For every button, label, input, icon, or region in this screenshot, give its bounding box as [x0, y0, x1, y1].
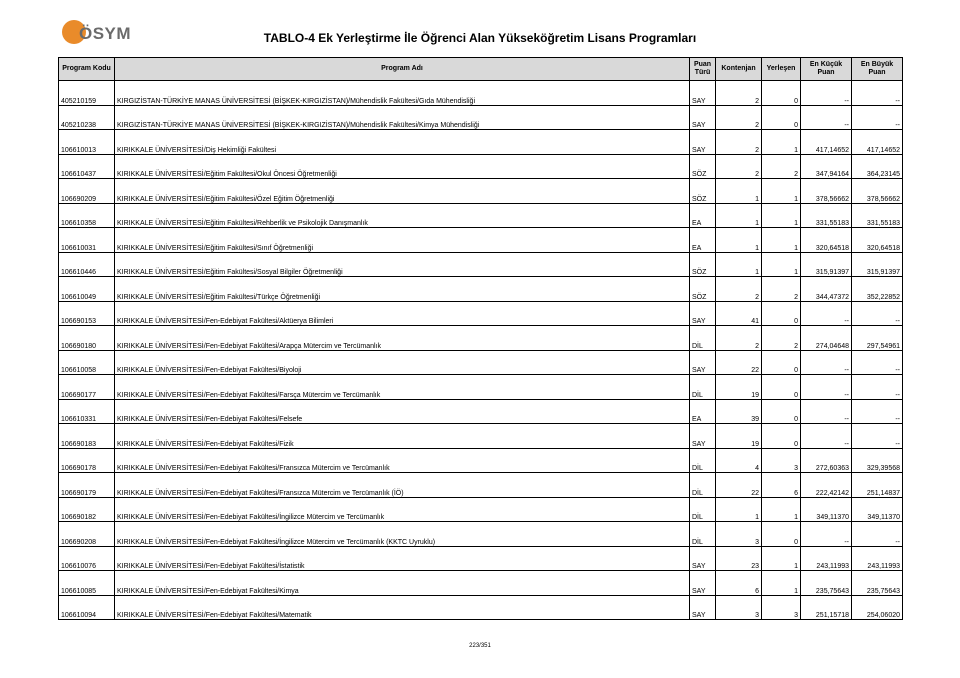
cell-placed: 1	[762, 571, 801, 596]
table-row	[59, 571, 903, 596]
table-row	[59, 105, 903, 130]
cell-placed: 0	[762, 399, 801, 424]
cell-type: SAY	[690, 301, 716, 326]
cell-quota: 22	[716, 473, 762, 498]
cell-placed: 1	[762, 179, 801, 204]
table-row	[59, 595, 903, 620]
cell-type: EA	[690, 228, 716, 253]
cell-code: 106610013	[59, 130, 115, 155]
page-title: TABLO-4 Ek Yerleştirme İle Öğrenci Alan Yükseköğretim Lisans Programları	[263, 31, 697, 45]
cell-quota: 22	[716, 350, 762, 375]
cell-type: SAY	[690, 424, 716, 449]
cell-placed: 1	[762, 228, 801, 253]
cell-quota: 19	[716, 375, 762, 400]
cell-max: --	[852, 301, 903, 326]
cell-min: 243,11993	[801, 546, 852, 571]
table-row	[59, 546, 903, 571]
cell-type: DİL	[690, 497, 716, 522]
cell-type: SAY	[690, 130, 716, 155]
cell-code: 405210159	[59, 81, 115, 106]
col-header-min: En Küçük Puan	[801, 58, 852, 81]
cell-code: 405210238	[59, 105, 115, 130]
cell-code: 106610085	[59, 571, 115, 596]
cell-max: 243,11993	[852, 546, 903, 571]
cell-quota: 2	[716, 277, 762, 302]
cell-name: KIRIKKALE ÜNİVERSİTESİ/Fen-Edebiyat Fakültesi/Arapça Mütercim ve Tercümanlık	[115, 326, 690, 351]
cell-max: 352,22852	[852, 277, 903, 302]
cell-quota: 3	[716, 595, 762, 620]
cell-quota: 6	[716, 571, 762, 596]
cell-code: 106610446	[59, 252, 115, 277]
cell-max: 315,91397	[852, 252, 903, 277]
cell-min: 274,04648	[801, 326, 852, 351]
table-row	[59, 473, 903, 498]
col-header-name: Program Adı	[115, 58, 690, 81]
cell-type: SÖZ	[690, 252, 716, 277]
col-header-max: En Büyük Puan	[852, 58, 903, 81]
table-row	[59, 277, 903, 302]
cell-name: KIRIKKALE ÜNİVERSİTESİ/Fen-Edebiyat Fakültesi/Felsefe	[115, 399, 690, 424]
cell-min: 349,11370	[801, 497, 852, 522]
table-row	[59, 301, 903, 326]
logo-text: ÖSYM	[79, 24, 132, 43]
cell-placed: 2	[762, 277, 801, 302]
table-row	[59, 252, 903, 277]
table-row	[59, 326, 903, 351]
cell-code: 106610331	[59, 399, 115, 424]
cell-min: 344,47372	[801, 277, 852, 302]
cell-placed: 3	[762, 448, 801, 473]
cell-type: DİL	[690, 448, 716, 473]
cell-name: KIRIKKALE ÜNİVERSİTESİ/Fen-Edebiyat Fakültesi/Fransızca Mütercim ve Tercümanlık	[115, 448, 690, 473]
cell-min: 235,75643	[801, 571, 852, 596]
cell-code: 106690180	[59, 326, 115, 351]
cell-name: KIRIKKALE ÜNİVERSİTESİ/Fen-Edebiyat Fakültesi/Fransızca Mütercim ve Tercümanlık (İÖ)	[115, 473, 690, 498]
cell-code: 106690208	[59, 522, 115, 547]
table-row	[59, 522, 903, 547]
cell-min: 331,55183	[801, 203, 852, 228]
cell-max: --	[852, 424, 903, 449]
cell-name: KIRIKKALE ÜNİVERSİTESİ/Fen-Edebiyat Fakültesi/Fizik	[115, 424, 690, 449]
cell-quota: 1	[716, 252, 762, 277]
table-row	[59, 350, 903, 375]
table-row	[59, 424, 903, 449]
cell-name: KIRIKKALE ÜNİVERSİTESİ/Eğitim Fakültesi/Özel Eğitim Öğretmenliği	[115, 179, 690, 204]
cell-max: 235,75643	[852, 571, 903, 596]
cell-name: KIRIKKALE ÜNİVERSİTESİ/Eğitim Fakültesi/Rehberlik ve Psikolojik Danışmanlık	[115, 203, 690, 228]
cell-min: --	[801, 301, 852, 326]
cell-quota: 2	[716, 154, 762, 179]
col-header-type: Puan Türü	[690, 58, 716, 81]
cell-type: SAY	[690, 105, 716, 130]
cell-placed: 2	[762, 326, 801, 351]
table-row	[59, 375, 903, 400]
cell-placed: 0	[762, 301, 801, 326]
cell-name: KIRIKKALE ÜNİVERSİTESİ/Eğitim Fakültesi/Sosyal Bilgiler Öğretmenliği	[115, 252, 690, 277]
col-header-placed: Yerleşen	[762, 58, 801, 81]
cell-quota: 1	[716, 497, 762, 522]
cell-placed: 3	[762, 595, 801, 620]
cell-name: KIRIKKALE ÜNİVERSİTESİ/Diş Hekimliği Fakültesi	[115, 130, 690, 155]
cell-name: KIRIKKALE ÜNİVERSİTESİ/Eğitim Fakültesi/Okul Öncesi Öğretmenliği	[115, 154, 690, 179]
cell-min: 272,60363	[801, 448, 852, 473]
table-row	[59, 203, 903, 228]
cell-placed: 1	[762, 203, 801, 228]
cell-max: 378,56662	[852, 179, 903, 204]
program-table	[58, 57, 903, 620]
cell-min: 251,15718	[801, 595, 852, 620]
cell-placed: 2	[762, 154, 801, 179]
cell-min: 315,91397	[801, 252, 852, 277]
cell-code: 106690153	[59, 301, 115, 326]
cell-max: --	[852, 522, 903, 547]
cell-code: 106690183	[59, 424, 115, 449]
cell-placed: 0	[762, 81, 801, 106]
cell-type: DİL	[690, 375, 716, 400]
cell-max: --	[852, 350, 903, 375]
cell-type: SÖZ	[690, 179, 716, 204]
cell-max: --	[852, 375, 903, 400]
cell-quota: 2	[716, 130, 762, 155]
page-number: 223/351	[469, 643, 491, 649]
cell-type: SÖZ	[690, 277, 716, 302]
cell-placed: 0	[762, 105, 801, 130]
table-row	[59, 448, 903, 473]
cell-min: 378,56662	[801, 179, 852, 204]
cell-code: 106610076	[59, 546, 115, 571]
cell-code: 106690182	[59, 497, 115, 522]
cell-code: 106610437	[59, 154, 115, 179]
cell-name: KIRGIZİSTAN-TÜRKİYE MANAS ÜNİVERSİTESİ (BİŞKEK-KIRGIZİSTAN)/Mühendislik Fakültesi/Kimya Mühendisliği	[115, 105, 690, 130]
cell-type: SAY	[690, 546, 716, 571]
cell-placed: 1	[762, 130, 801, 155]
cell-min: --	[801, 375, 852, 400]
cell-min: --	[801, 350, 852, 375]
cell-min: 320,64518	[801, 228, 852, 253]
cell-quota: 1	[716, 228, 762, 253]
cell-min: --	[801, 81, 852, 106]
cell-max: --	[852, 399, 903, 424]
cell-placed: 0	[762, 522, 801, 547]
cell-placed: 1	[762, 546, 801, 571]
cell-name: KIRIKKALE ÜNİVERSİTESİ/Fen-Edebiyat Fakültesi/Aktüerya Bilimleri	[115, 301, 690, 326]
col-header-quota: Kontenjan	[716, 58, 762, 81]
table-row	[59, 130, 903, 155]
cell-max: --	[852, 81, 903, 106]
cell-placed: 0	[762, 350, 801, 375]
cell-name: KIRIKKALE ÜNİVERSİTESİ/Fen-Edebiyat Fakültesi/Biyoloji	[115, 350, 690, 375]
cell-min: --	[801, 424, 852, 449]
cell-type: SAY	[690, 81, 716, 106]
cell-code: 106610358	[59, 203, 115, 228]
cell-name: KIRIKKALE ÜNİVERSİTESİ/Fen-Edebiyat Fakültesi/Kimya	[115, 571, 690, 596]
cell-code: 106690178	[59, 448, 115, 473]
cell-type: DİL	[690, 522, 716, 547]
cell-name: KIRIKKALE ÜNİVERSİTESİ/Fen-Edebiyat Fakültesi/Farsça Mütercim ve Tercümanlık	[115, 375, 690, 400]
cell-max: 251,14837	[852, 473, 903, 498]
cell-code: 106690177	[59, 375, 115, 400]
cell-name: KIRIKKALE ÜNİVERSİTESİ/Fen-Edebiyat Fakültesi/İstatistik	[115, 546, 690, 571]
table-row	[59, 179, 903, 204]
cell-min: --	[801, 105, 852, 130]
cell-type: DİL	[690, 326, 716, 351]
cell-name: KIRIKKALE ÜNİVERSİTESİ/Fen-Edebiyat Fakültesi/İngilizce Mütercim ve Tercümanlık (KKTC Uyruklu)	[115, 522, 690, 547]
cell-max: 329,39568	[852, 448, 903, 473]
cell-type: EA	[690, 203, 716, 228]
cell-quota: 2	[716, 105, 762, 130]
col-header-code: Program Kodu	[59, 58, 115, 81]
cell-quota: 19	[716, 424, 762, 449]
cell-code: 106690209	[59, 179, 115, 204]
cell-quota: 3	[716, 522, 762, 547]
cell-max: 331,55183	[852, 203, 903, 228]
cell-max: 297,54961	[852, 326, 903, 351]
table-row	[59, 154, 903, 179]
cell-max: 364,23145	[852, 154, 903, 179]
cell-name: KIRIKKALE ÜNİVERSİTESİ/Eğitim Fakültesi/Sınıf Öğretmenliği	[115, 228, 690, 253]
cell-code: 106610031	[59, 228, 115, 253]
cell-quota: 23	[716, 546, 762, 571]
cell-max: 320,64518	[852, 228, 903, 253]
cell-quota: 1	[716, 179, 762, 204]
cell-code: 106610058	[59, 350, 115, 375]
table-row	[59, 81, 903, 106]
cell-min: 347,94164	[801, 154, 852, 179]
program-table-wrapper	[58, 57, 902, 620]
cell-type: EA	[690, 399, 716, 424]
cell-code: 106610094	[59, 595, 115, 620]
cell-name: KIRIKKALE ÜNİVERSİTESİ/Eğitim Fakültesi/Türkçe Öğretmenliği	[115, 277, 690, 302]
cell-quota: 2	[716, 81, 762, 106]
table-row	[59, 228, 903, 253]
cell-name: KIRIKKALE ÜNİVERSİTESİ/Fen-Edebiyat Fakültesi/İngilizce Mütercim ve Tercümanlık	[115, 497, 690, 522]
cell-type: SAY	[690, 350, 716, 375]
cell-placed: 6	[762, 473, 801, 498]
cell-type: SAY	[690, 595, 716, 620]
cell-min: --	[801, 399, 852, 424]
cell-name: KIRGIZİSTAN-TÜRKİYE MANAS ÜNİVERSİTESİ (BİŞKEK-KIRGIZİSTAN)/Mühendislik Fakültesi/Gıda Mühendisliği	[115, 81, 690, 106]
cell-code: 106690179	[59, 473, 115, 498]
cell-min: 222,42142	[801, 473, 852, 498]
cell-placed: 1	[762, 497, 801, 522]
table-header-row	[59, 58, 903, 81]
cell-type: SAY	[690, 571, 716, 596]
cell-max: 417,14652	[852, 130, 903, 155]
cell-quota: 39	[716, 399, 762, 424]
table-row	[59, 399, 903, 424]
cell-max: 254,06020	[852, 595, 903, 620]
cell-placed: 1	[762, 252, 801, 277]
cell-name: KIRIKKALE ÜNİVERSİTESİ/Fen-Edebiyat Fakültesi/Matematik	[115, 595, 690, 620]
cell-min: --	[801, 522, 852, 547]
cell-quota: 1	[716, 203, 762, 228]
cell-type: SÖZ	[690, 154, 716, 179]
cell-code: 106610049	[59, 277, 115, 302]
cell-min: 417,14652	[801, 130, 852, 155]
table-body	[59, 81, 903, 620]
cell-max: --	[852, 105, 903, 130]
cell-type: DİL	[690, 473, 716, 498]
cell-quota: 2	[716, 326, 762, 351]
cell-max: 349,11370	[852, 497, 903, 522]
cell-placed: 0	[762, 375, 801, 400]
table-row	[59, 497, 903, 522]
cell-quota: 4	[716, 448, 762, 473]
cell-placed: 0	[762, 424, 801, 449]
cell-quota: 41	[716, 301, 762, 326]
